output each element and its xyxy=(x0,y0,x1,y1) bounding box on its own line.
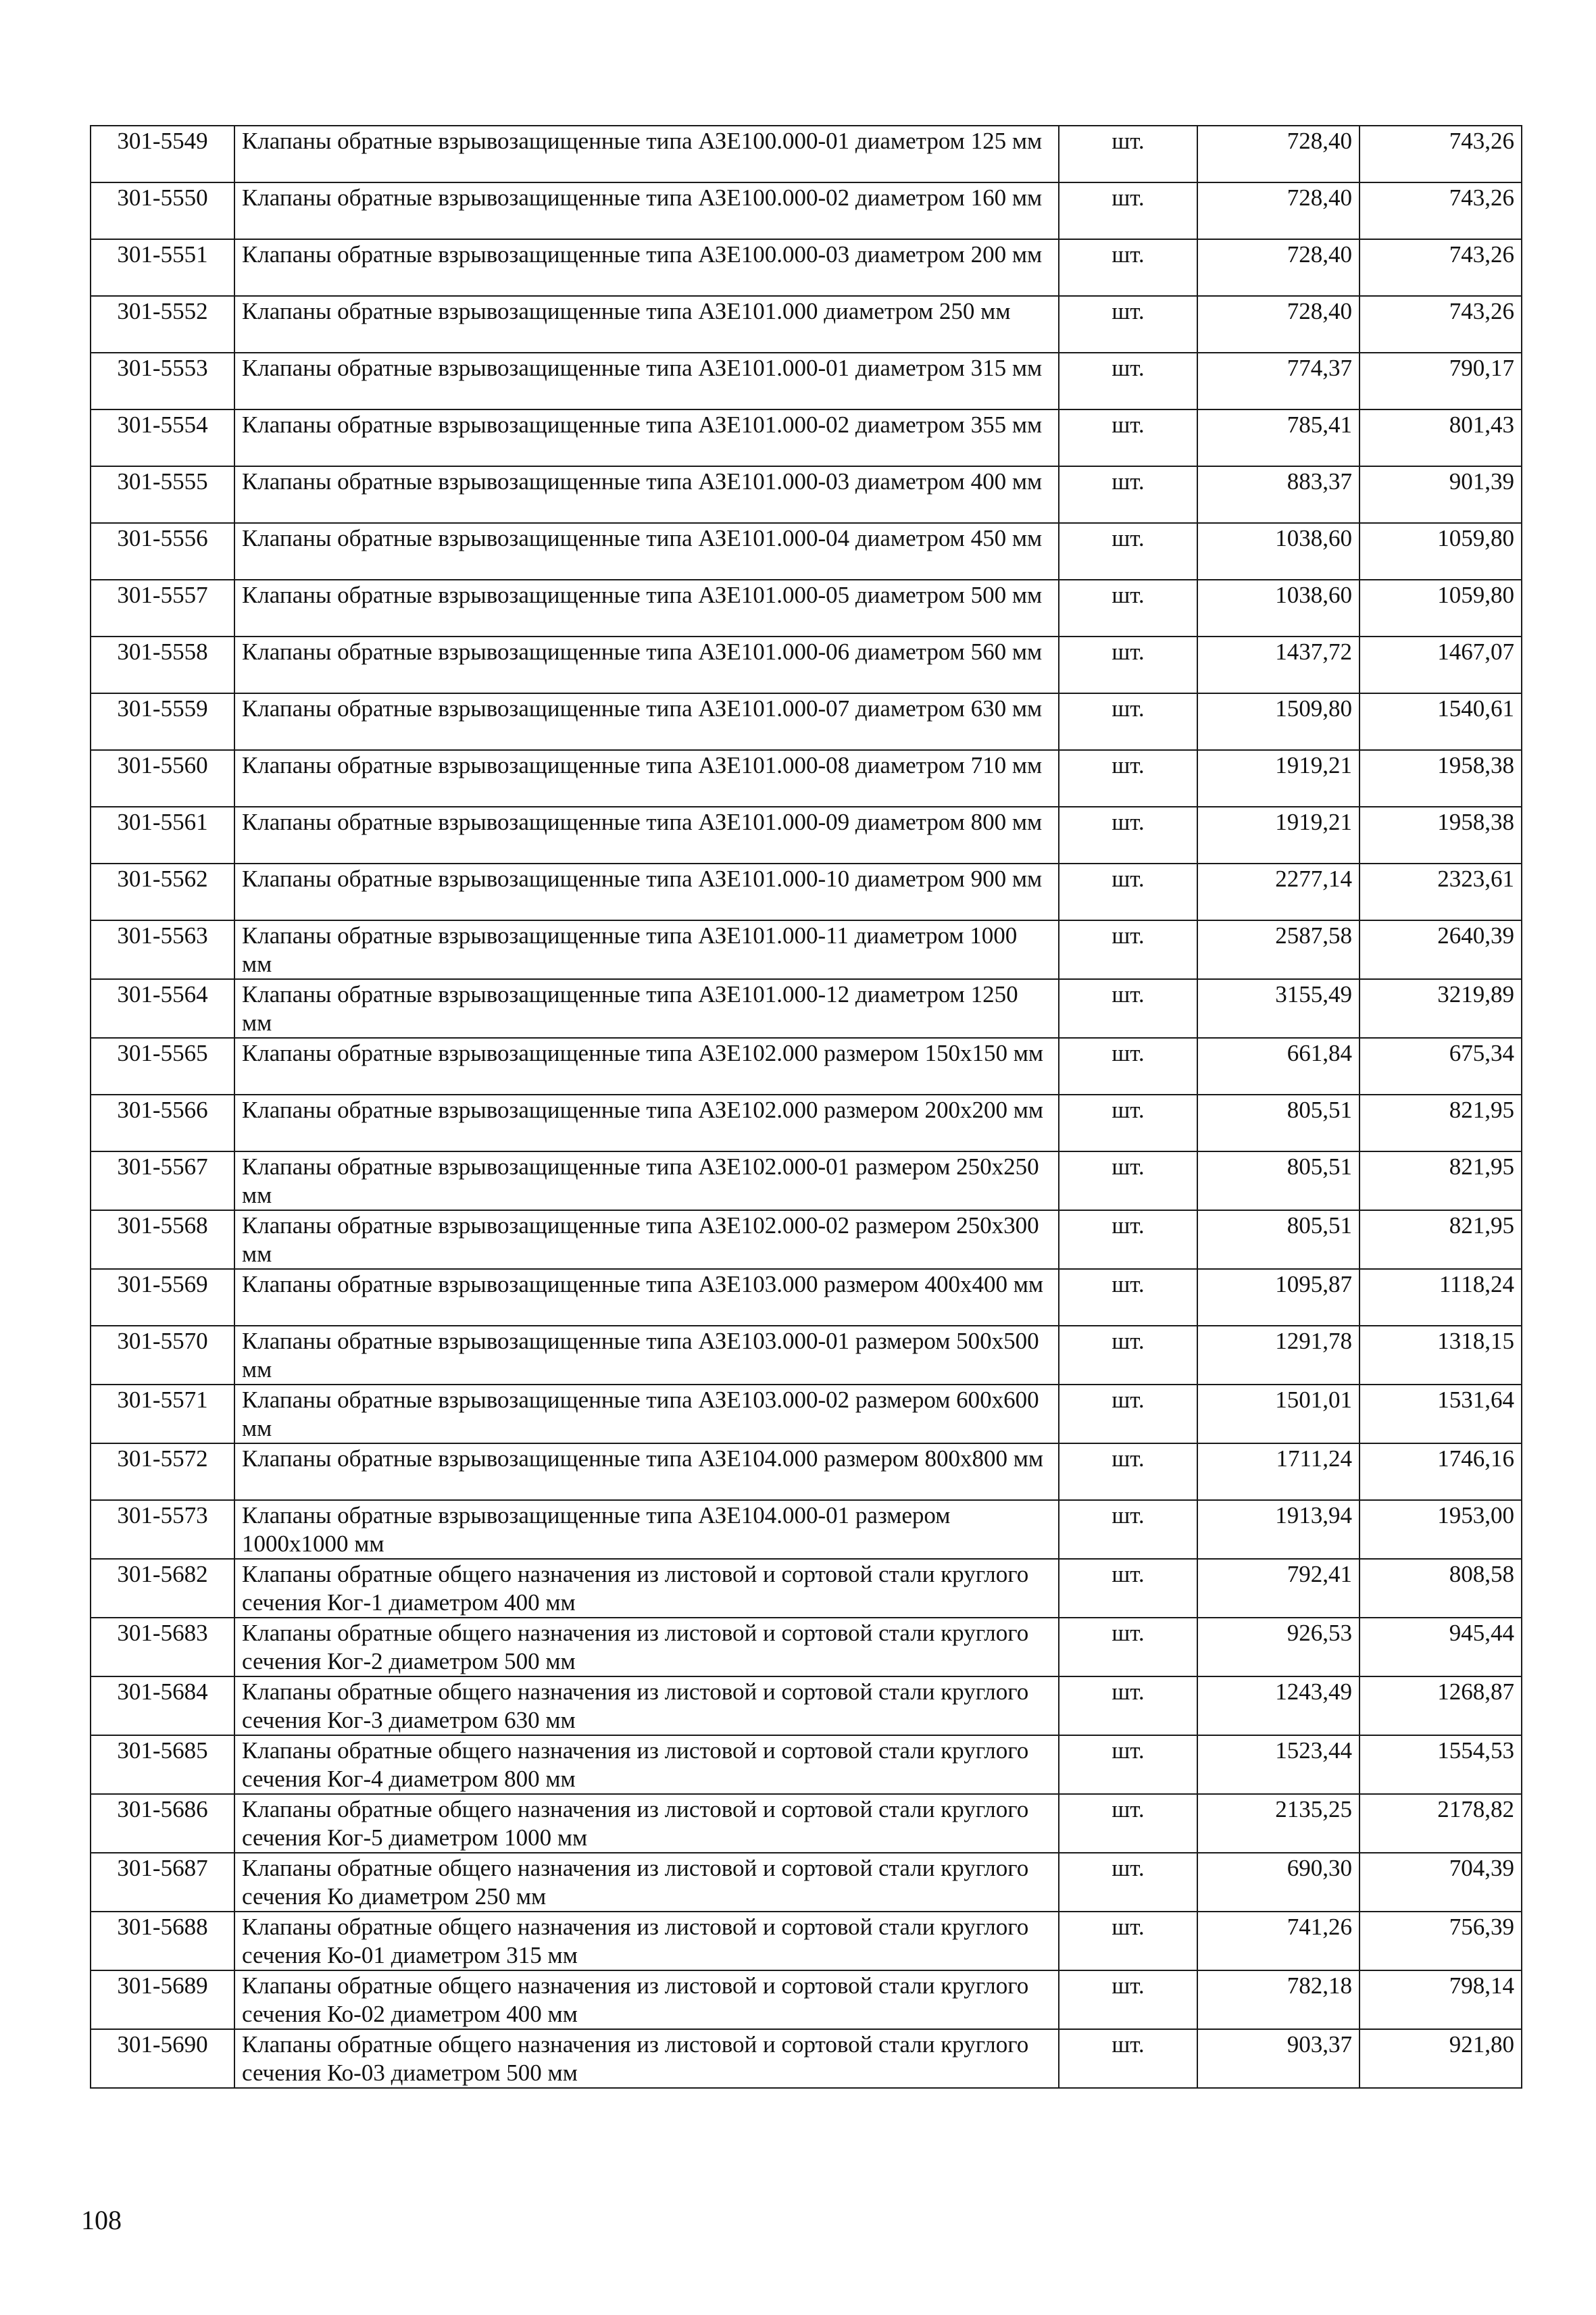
table-row xyxy=(91,1676,1522,1735)
item-name: Клапаны обратные взрывозащищенные типа АЗЕ101.000-12 диаметром 1250 мм xyxy=(234,979,1059,1038)
item-price-1: 728,40 xyxy=(1197,126,1360,182)
table-row xyxy=(91,920,1522,979)
item-price-1: 1509,80 xyxy=(1197,693,1360,750)
item-code: 301-5555 xyxy=(91,466,234,523)
item-price-1: 792,41 xyxy=(1197,1559,1360,1618)
item-price-2: 1467,07 xyxy=(1360,637,1522,693)
item-unit: шт. xyxy=(1059,1853,1197,1912)
table-row xyxy=(91,239,1522,296)
item-price-2: 743,26 xyxy=(1360,182,1522,239)
item-code: 301-5552 xyxy=(91,296,234,353)
table-row xyxy=(91,1210,1522,1269)
item-unit: шт. xyxy=(1059,296,1197,353)
item-name: Клапаны обратные взрывозащищенные типа АЗЕ101.000-07 диаметром 630 мм xyxy=(234,693,1059,750)
table-row xyxy=(91,1735,1522,1794)
table-row xyxy=(91,1095,1522,1151)
item-unit: шт. xyxy=(1059,182,1197,239)
item-unit: шт. xyxy=(1059,979,1197,1038)
item-price-2: 801,43 xyxy=(1360,409,1522,466)
item-code: 301-5550 xyxy=(91,182,234,239)
item-code: 301-5686 xyxy=(91,1794,234,1853)
item-name: Клапаны обратные взрывозащищенные типа АЗЕ102.000-01 размером 250х250 мм xyxy=(234,1151,1059,1210)
item-price-2: 743,26 xyxy=(1360,239,1522,296)
item-code: 301-5683 xyxy=(91,1618,234,1676)
item-name: Клапаны обратные взрывозащищенные типа АЗЕ101.000-01 диаметром 315 мм xyxy=(234,353,1059,409)
item-unit: шт. xyxy=(1059,523,1197,580)
table-row xyxy=(91,296,1522,353)
item-name: Клапаны обратные взрывозащищенные типа АЗЕ101.000-06 диаметром 560 мм xyxy=(234,637,1059,693)
item-code: 301-5687 xyxy=(91,1853,234,1912)
table-row xyxy=(91,1853,1522,1912)
item-code: 301-5560 xyxy=(91,750,234,807)
item-unit: шт. xyxy=(1059,409,1197,466)
item-unit: шт. xyxy=(1059,807,1197,864)
table-row xyxy=(91,1269,1522,1326)
item-price-2: 2640,39 xyxy=(1360,920,1522,979)
item-name: Клапаны обратные взрывозащищенные типа АЗЕ103.000 размером 400х400 мм xyxy=(234,1269,1059,1326)
item-code: 301-5569 xyxy=(91,1269,234,1326)
item-unit: шт. xyxy=(1059,580,1197,637)
item-code: 301-5559 xyxy=(91,693,234,750)
item-price-1: 2277,14 xyxy=(1197,864,1360,920)
item-price-2: 1958,38 xyxy=(1360,750,1522,807)
table-row xyxy=(91,1500,1522,1559)
table-row xyxy=(91,523,1522,580)
item-code: 301-5556 xyxy=(91,523,234,580)
item-code: 301-5568 xyxy=(91,1210,234,1269)
item-name: Клапаны обратные взрывозащищенные типа АЗЕ104.000-01 размером 1000х1000 мм xyxy=(234,1500,1059,1559)
item-unit: шт. xyxy=(1059,1385,1197,1443)
item-price-2: 945,44 xyxy=(1360,1618,1522,1676)
item-price-1: 661,84 xyxy=(1197,1038,1360,1095)
table-row xyxy=(91,1618,1522,1676)
item-code: 301-5572 xyxy=(91,1443,234,1500)
item-unit: шт. xyxy=(1059,864,1197,920)
item-price-1: 805,51 xyxy=(1197,1095,1360,1151)
item-price-2: 704,39 xyxy=(1360,1853,1522,1912)
item-name: Клапаны обратные общего назначения из листовой и сортовой стали круглого сечения Ког-4 диаметром 800 мм xyxy=(234,1735,1059,1794)
item-name: Клапаны обратные взрывозащищенные типа АЗЕ103.000-02 размером 600х600 мм xyxy=(234,1385,1059,1443)
table-row xyxy=(91,693,1522,750)
item-price-2: 2178,82 xyxy=(1360,1794,1522,1853)
item-code: 301-5554 xyxy=(91,409,234,466)
table-row xyxy=(91,2029,1522,2088)
item-price-2: 743,26 xyxy=(1360,296,1522,353)
item-code: 301-5571 xyxy=(91,1385,234,1443)
item-price-1: 1437,72 xyxy=(1197,637,1360,693)
item-name: Клапаны обратные взрывозащищенные типа АЗЕ101.000-04 диаметром 450 мм xyxy=(234,523,1059,580)
item-price-1: 741,26 xyxy=(1197,1912,1360,1970)
item-code: 301-5689 xyxy=(91,1970,234,2029)
item-price-1: 805,51 xyxy=(1197,1210,1360,1269)
item-price-1: 1711,24 xyxy=(1197,1443,1360,1500)
table-row xyxy=(91,353,1522,409)
item-unit: шт. xyxy=(1059,1618,1197,1676)
item-price-2: 821,95 xyxy=(1360,1095,1522,1151)
item-name: Клапаны обратные взрывозащищенные типа АЗЕ101.000-05 диаметром 500 мм xyxy=(234,580,1059,637)
item-name: Клапаны обратные общего назначения из листовой и сортовой стали круглого сечения Ко-03 диаметром 500 мм xyxy=(234,2029,1059,2088)
item-price-2: 743,26 xyxy=(1360,126,1522,182)
table-row xyxy=(91,1038,1522,1095)
item-unit: шт. xyxy=(1059,750,1197,807)
item-name: Клапаны обратные взрывозащищенные типа АЗЕ102.000 размером 200х200 мм xyxy=(234,1095,1059,1151)
item-name: Клапаны обратные взрывозащищенные типа АЗЕ101.000-03 диаметром 400 мм xyxy=(234,466,1059,523)
item-name: Клапаны обратные взрывозащищенные типа АЗЕ101.000-08 диаметром 710 мм xyxy=(234,750,1059,807)
item-name: Клапаны обратные взрывозащищенные типа АЗЕ101.000-11 диаметром 1000 мм xyxy=(234,920,1059,979)
item-price-1: 782,18 xyxy=(1197,1970,1360,2029)
item-price-2: 921,80 xyxy=(1360,2029,1522,2088)
item-unit: шт. xyxy=(1059,1735,1197,1794)
item-code: 301-5685 xyxy=(91,1735,234,1794)
table-row xyxy=(91,750,1522,807)
item-price-1: 1919,21 xyxy=(1197,807,1360,864)
item-price-1: 883,37 xyxy=(1197,466,1360,523)
item-unit: шт. xyxy=(1059,1912,1197,1970)
item-unit: шт. xyxy=(1059,1095,1197,1151)
table-row xyxy=(91,1326,1522,1385)
table-row xyxy=(91,580,1522,637)
table-row xyxy=(91,1912,1522,1970)
item-code: 301-5573 xyxy=(91,1500,234,1559)
table-row xyxy=(91,1385,1522,1443)
item-unit: шт. xyxy=(1059,1559,1197,1618)
item-price-2: 821,95 xyxy=(1360,1151,1522,1210)
table-row xyxy=(91,1970,1522,2029)
table-row xyxy=(91,979,1522,1038)
item-unit: шт. xyxy=(1059,1038,1197,1095)
item-name: Клапаны обратные общего назначения из листовой и сортовой стали круглого сечения Ког-5 диаметром 1000 мм xyxy=(234,1794,1059,1853)
item-name: Клапаны обратные общего назначения из листовой и сортовой стали круглого сечения Ко-02 диаметром 400 мм xyxy=(234,1970,1059,2029)
item-price-1: 805,51 xyxy=(1197,1151,1360,1210)
table-row xyxy=(91,126,1522,182)
item-unit: шт. xyxy=(1059,693,1197,750)
item-price-2: 1746,16 xyxy=(1360,1443,1522,1500)
item-price-1: 1095,87 xyxy=(1197,1269,1360,1326)
item-name: Клапаны обратные общего назначения из листовой и сортовой стали круглого сечения Ко-01 диаметром 315 мм xyxy=(234,1912,1059,1970)
item-price-1: 785,41 xyxy=(1197,409,1360,466)
item-price-1: 1919,21 xyxy=(1197,750,1360,807)
item-code: 301-5567 xyxy=(91,1151,234,1210)
item-price-2: 1318,15 xyxy=(1360,1326,1522,1385)
item-price-2: 1554,53 xyxy=(1360,1735,1522,1794)
item-name: Клапаны обратные общего назначения из листовой и сортовой стали круглого сечения Ког-3 диаметром 630 мм xyxy=(234,1676,1059,1735)
item-name: Клапаны обратные взрывозащищенные типа АЗЕ100.000-03 диаметром 200 мм xyxy=(234,239,1059,296)
item-name: Клапаны обратные взрывозащищенные типа АЗЕ102.000-02 размером 250х300 мм xyxy=(234,1210,1059,1269)
table-row xyxy=(91,807,1522,864)
item-price-2: 675,34 xyxy=(1360,1038,1522,1095)
item-price-1: 728,40 xyxy=(1197,296,1360,353)
item-unit: шт. xyxy=(1059,1500,1197,1559)
item-unit: шт. xyxy=(1059,353,1197,409)
table-row xyxy=(91,1443,1522,1500)
item-name: Клапаны обратные взрывозащищенные типа АЗЕ101.000-10 диаметром 900 мм xyxy=(234,864,1059,920)
item-code: 301-5682 xyxy=(91,1559,234,1618)
item-name: Клапаны обратные взрывозащищенные типа АЗЕ101.000-09 диаметром 800 мм xyxy=(234,807,1059,864)
item-price-2: 1118,24 xyxy=(1360,1269,1522,1326)
item-price-2: 798,14 xyxy=(1360,1970,1522,2029)
table-row xyxy=(91,409,1522,466)
item-unit: шт. xyxy=(1059,1151,1197,1210)
item-code: 301-5570 xyxy=(91,1326,234,1385)
item-code: 301-5684 xyxy=(91,1676,234,1735)
item-code: 301-5553 xyxy=(91,353,234,409)
table-row xyxy=(91,637,1522,693)
item-name: Клапаны обратные взрывозащищенные типа АЗЕ100.000-02 диаметром 160 мм xyxy=(234,182,1059,239)
item-unit: шт. xyxy=(1059,1269,1197,1326)
item-price-1: 728,40 xyxy=(1197,182,1360,239)
item-price-2: 1268,87 xyxy=(1360,1676,1522,1735)
item-name: Клапаны обратные взрывозащищенные типа АЗЕ101.000 диаметром 250 мм xyxy=(234,296,1059,353)
item-price-1: 3155,49 xyxy=(1197,979,1360,1038)
item-code: 301-5558 xyxy=(91,637,234,693)
table-row xyxy=(91,182,1522,239)
price-table-body xyxy=(91,126,1522,2088)
item-name: Клапаны обратные взрывозащищенные типа АЗЕ101.000-02 диаметром 355 мм xyxy=(234,409,1059,466)
table-row xyxy=(91,466,1522,523)
item-price-2: 1059,80 xyxy=(1360,523,1522,580)
item-price-2: 3219,89 xyxy=(1360,979,1522,1038)
item-code: 301-5688 xyxy=(91,1912,234,1970)
page-number: 108 xyxy=(81,2205,122,2235)
item-price-2: 1953,00 xyxy=(1360,1500,1522,1559)
item-code: 301-5566 xyxy=(91,1095,234,1151)
item-price-1: 1038,60 xyxy=(1197,580,1360,637)
item-price-1: 1038,60 xyxy=(1197,523,1360,580)
item-price-1: 1501,01 xyxy=(1197,1385,1360,1443)
item-unit: шт. xyxy=(1059,239,1197,296)
item-price-1: 2587,58 xyxy=(1197,920,1360,979)
item-price-2: 808,58 xyxy=(1360,1559,1522,1618)
item-name: Клапаны обратные взрывозащищенные типа АЗЕ102.000 размером 150х150 мм xyxy=(234,1038,1059,1095)
table-row xyxy=(91,1794,1522,1853)
item-unit: шт. xyxy=(1059,126,1197,182)
table-row xyxy=(91,1559,1522,1618)
item-price-2: 2323,61 xyxy=(1360,864,1522,920)
item-name: Клапаны обратные общего назначения из листовой и сортовой стали круглого сечения Ког-2 диаметром 500 мм xyxy=(234,1618,1059,1676)
item-code: 301-5565 xyxy=(91,1038,234,1095)
item-unit: шт. xyxy=(1059,637,1197,693)
item-name: Клапаны обратные общего назначения из листовой и сортовой стали круглого сечения Ко диаметром 250 мм xyxy=(234,1853,1059,1912)
item-code: 301-5564 xyxy=(91,979,234,1038)
item-name: Клапаны обратные взрывозащищенные типа АЗЕ100.000-01 диаметром 125 мм xyxy=(234,126,1059,182)
item-unit: шт. xyxy=(1059,920,1197,979)
item-code: 301-5551 xyxy=(91,239,234,296)
item-unit: шт. xyxy=(1059,1970,1197,2029)
item-price-2: 1958,38 xyxy=(1360,807,1522,864)
item-price-2: 756,39 xyxy=(1360,1912,1522,1970)
item-code: 301-5562 xyxy=(91,864,234,920)
table-row xyxy=(91,1151,1522,1210)
item-unit: шт. xyxy=(1059,1326,1197,1385)
item-unit: шт. xyxy=(1059,2029,1197,2088)
item-code: 301-5557 xyxy=(91,580,234,637)
item-price-1: 1913,94 xyxy=(1197,1500,1360,1559)
item-price-1: 926,53 xyxy=(1197,1618,1360,1676)
item-unit: шт. xyxy=(1059,1443,1197,1500)
item-price-1: 1243,49 xyxy=(1197,1676,1360,1735)
item-unit: шт. xyxy=(1059,1794,1197,1853)
item-unit: шт. xyxy=(1059,466,1197,523)
item-name: Клапаны обратные взрывозащищенные типа АЗЕ104.000 размером 800х800 мм xyxy=(234,1443,1059,1500)
item-unit: шт. xyxy=(1059,1676,1197,1735)
item-price-1: 774,37 xyxy=(1197,353,1360,409)
item-code: 301-5690 xyxy=(91,2029,234,2088)
item-code: 301-5549 xyxy=(91,126,234,182)
table-row xyxy=(91,864,1522,920)
item-price-1: 903,37 xyxy=(1197,2029,1360,2088)
item-price-2: 821,95 xyxy=(1360,1210,1522,1269)
item-name: Клапаны обратные общего назначения из листовой и сортовой стали круглого сечения Ког-1 диаметром 400 мм xyxy=(234,1559,1059,1618)
item-price-1: 1523,44 xyxy=(1197,1735,1360,1794)
item-price-1: 1291,78 xyxy=(1197,1326,1360,1385)
item-price-2: 1059,80 xyxy=(1360,580,1522,637)
item-price-2: 790,17 xyxy=(1360,353,1522,409)
item-price-2: 1540,61 xyxy=(1360,693,1522,750)
item-price-1: 728,40 xyxy=(1197,239,1360,296)
item-unit: шт. xyxy=(1059,1210,1197,1269)
item-price-1: 2135,25 xyxy=(1197,1794,1360,1853)
item-code: 301-5561 xyxy=(91,807,234,864)
item-name: Клапаны обратные взрывозащищенные типа АЗЕ103.000-01 размером 500х500 мм xyxy=(234,1326,1059,1385)
price-table xyxy=(90,125,1522,2089)
item-code: 301-5563 xyxy=(91,920,234,979)
item-price-1: 690,30 xyxy=(1197,1853,1360,1912)
item-price-2: 1531,64 xyxy=(1360,1385,1522,1443)
item-price-2: 901,39 xyxy=(1360,466,1522,523)
